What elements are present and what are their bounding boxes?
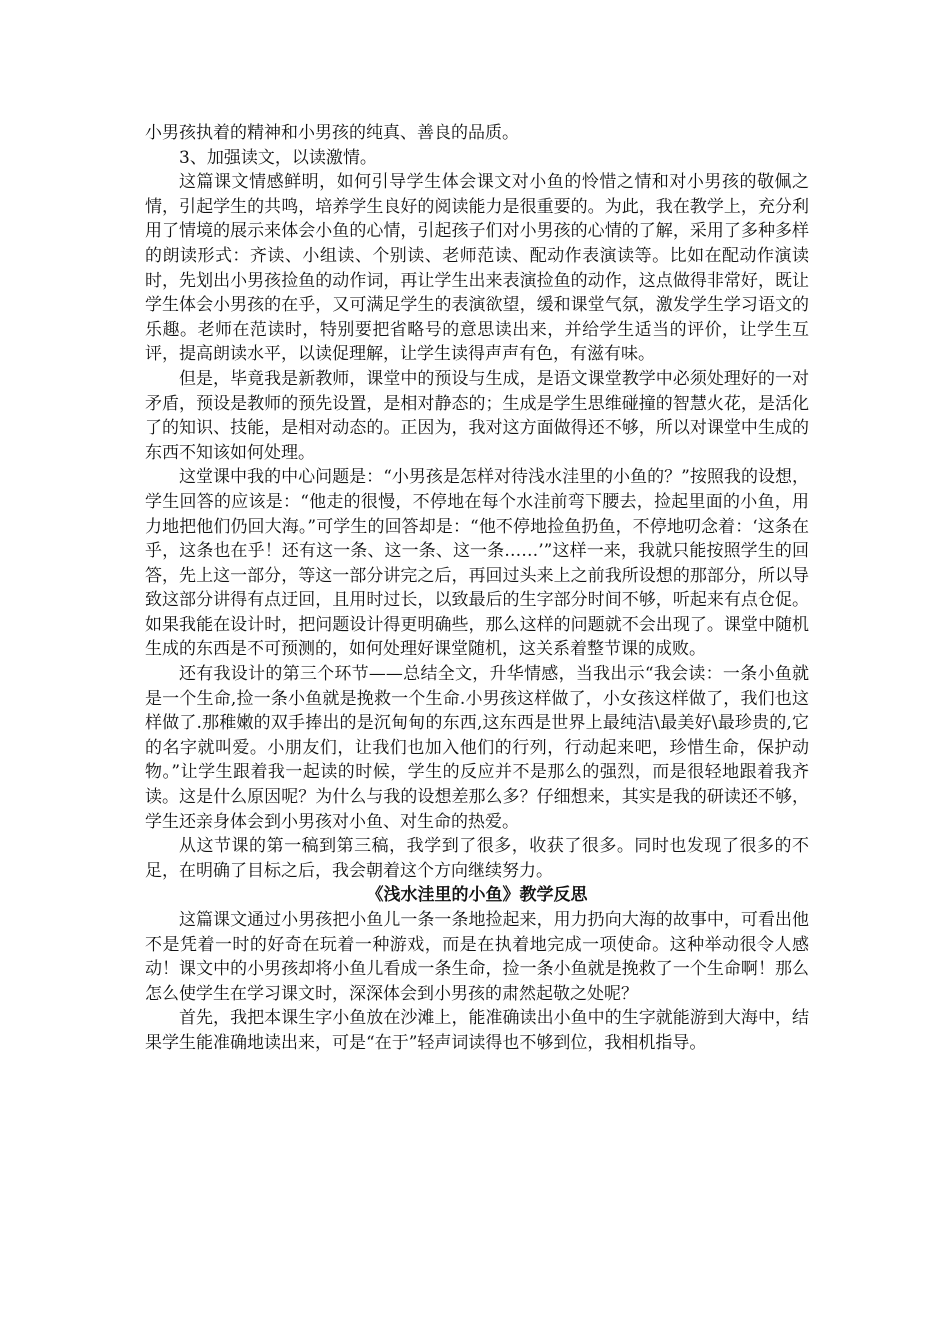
paragraph-heading-3: 3、加强读文，以读激情。 <box>179 147 377 168</box>
document-page <box>145 121 809 1056</box>
paragraph: 还有我设计的第三个环节——总结全文，升华情感，当我出示“我会读：一条小鱼就是一个生命,捡一条小鱼就是挽救一个生命.小男孩这样做了，小女孩这样做了，我们也这样做了.那稚嫩的双手捧出的是沉甸甸的东西,这东西是世界上最纯洁\最美好\最珍贵的,它的名字就叫爱。小朋友们，让我们也加入他们的行列，行动起来吧，珍惜生命，保护动物。”让学生跟着我一起读的时候，学生的反应并不是那么的强烈，而是很轻地跟着我齐读。这是什么原因呢？为什么与我的设想差那么多？仔细想来，其实是我的研读还不够，学生还亲身体会到小男孩对小鱼、对生命的热爱。 <box>145 664 809 832</box>
paragraph: 这篇课文情感鲜明，如何引导学生体会课文对小鱼的怜惜之情和对小男孩的敬佩之情，引起学生的共鸣，培养学生良好的阅读能力是很重要的。为此，我在教学上，充分利用了情境的展示来体会小鱼的心情，引起孩子们对小男孩的心情的了解，采用了多种多样的朗读形式：齐读、小组读、个别读、老师范读、配动作表演读等。比如在配动作演读时，先划出小男孩捡鱼的动作词，再让学生出来表演捡鱼的动作，这点做得非常好，既让学生体会小男孩的在乎，又可满足学生的表演欲望，缓和课堂气氛，激发学生学习语文的乐趣。老师在范读时，特别要把省略号的意思读出来，并给学生适当的评价，让学生互评，提高朗读水平，以读促理解，让学生读得声声有色，有滋有味。 <box>145 172 809 365</box>
paragraph: 这篇课文通过小男孩把小鱼儿一条一条地捡起来，用力扔向大海的故事中，可看出他不是凭着一时的好奇在玩着一种游戏，而是在执着地完成一项使命。这种举动很令人感动！课文中的小男孩却将小鱼儿看成一条生命，捡一条小鱼就是挽救了一个生命啊！那么怎么使学生在学习课文时，深深体会到小男孩的肃然起敬之处呢？ <box>145 910 809 1004</box>
section-title: 《浅水洼里的小鱼》教学反思 <box>366 885 588 906</box>
paragraph: 从这节课的第一稿到第三稿，我学到了很多，收获了很多。同时也发现了很多的不足，在明确了目标之后，我会朝着这个方向继续努力。 <box>145 836 809 881</box>
paragraph-continuation: 小男孩执着的精神和小男孩的纯真、善良的品质。 <box>145 123 519 143</box>
paragraph: 但是，毕竟我是新教师，课堂中的预设与生成，是语文课堂教学中必须处理好的一对矛盾，预设是教师的预先设置，是相对静态的；生成是学生思维碰撞的智慧火花，是活化了的知识、技能，是相对动态的。正因为，我对这方面做得还不够，所以对课堂中生成的东西不知该如何处理。 <box>145 368 809 463</box>
paragraph: 首先，我把本课生字小鱼放在沙滩上，能准确读出小鱼中的生字就能游到大海中，结果学生能准确地读出来，可是“在于”轻声词读得也不够到位，我相机指导。 <box>145 1008 809 1053</box>
paragraph: 这堂课中我的中心问题是：“小男孩是怎样对待浅水洼里的小鱼的？”按照我的设想，学生回答的应该是：“他走的很慢，不停地在每个水洼前弯下腰去，捡起里面的小鱼，用力地把他们仍回大海。”可学生的回答却是：“他不停地捡鱼扔鱼，不停地叨念着：‘这条在乎，这条也在乎！还有这一条、这一条、这一条……’”这样一来，我就只能按照学生的回答，先上这一部分，等这一部分讲完之后，再回过头来上之前我所设想的那部分，所以导致这部分讲得有点迂回，且用时过长，以致最后的生字部分时间不够，听起来有点仓促。如果我能在设计时，把问题设计得更明确些，那么这样的问题就不会出现了。课堂中随机生成的东西是不可预测的，如何处理好课堂随机，这关系着整节课的成败。 <box>145 467 809 660</box>
